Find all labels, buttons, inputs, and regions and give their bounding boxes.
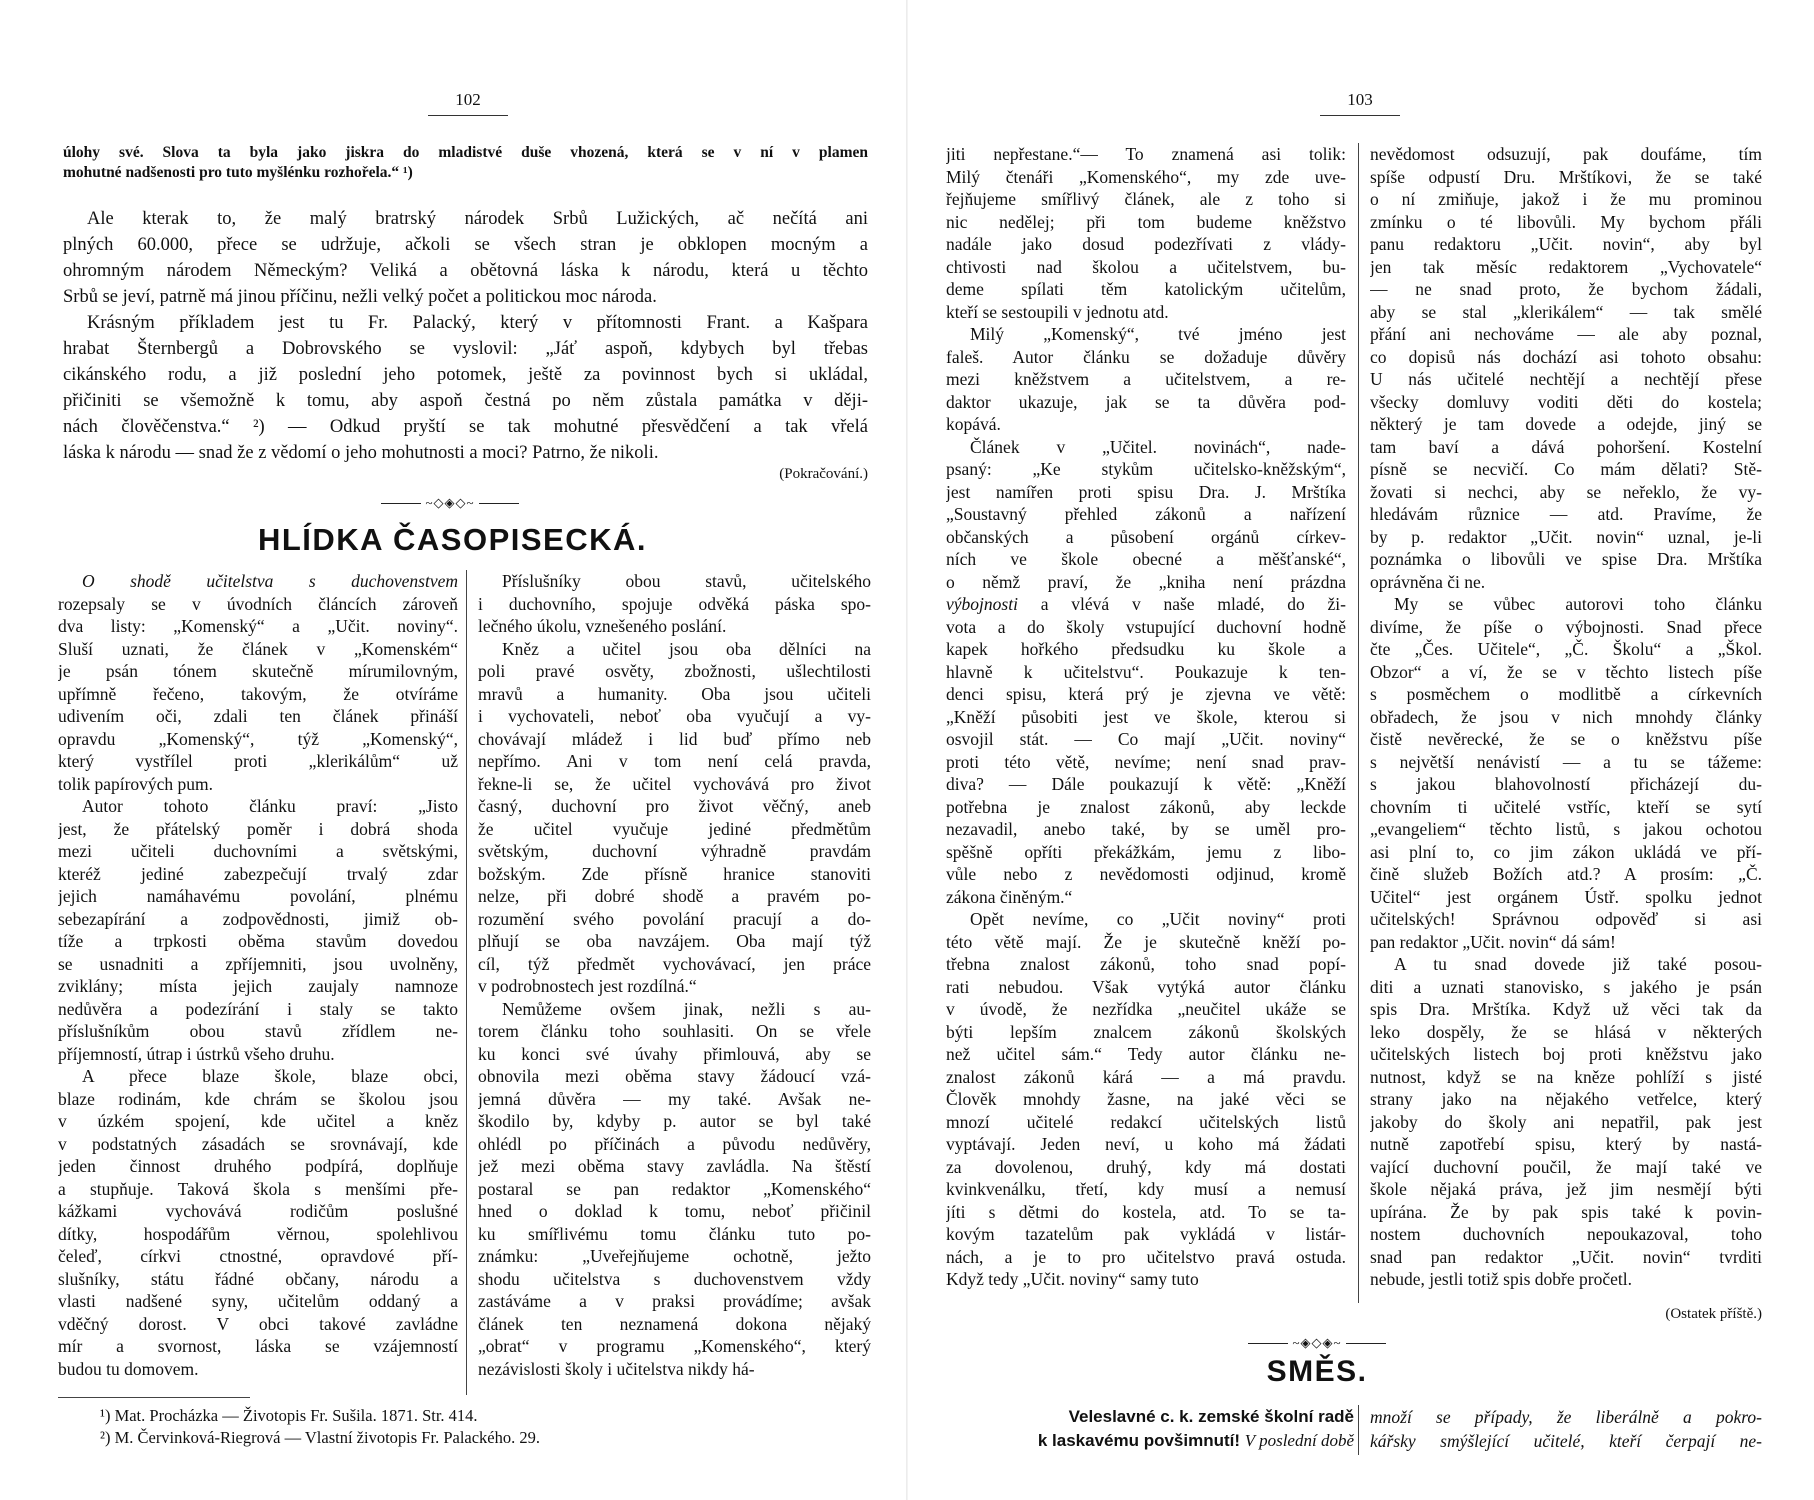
text-line: že učitel vyučuje jediné předmětům bbox=[478, 818, 871, 839]
section-heading: SMĚS. bbox=[1266, 1355, 1368, 1388]
text-line: nepřímo. Ani v tom není celá pravda, bbox=[478, 751, 871, 771]
text-line: písně se necvičí. Co mám dělati? Stě- bbox=[1370, 459, 1762, 479]
text-line: nezavadil, anebo také, by se uměl pro- bbox=[946, 819, 1346, 839]
text-line: Příslušníky obou stavů, učitelského bbox=[502, 571, 871, 591]
text-line: mohutné nadšenosti pro tuto myšlénku rozhořela.“ ¹) bbox=[63, 164, 413, 181]
text-line: rozumění svého povolání pracují a do- bbox=[478, 908, 871, 929]
text-line: jíti s dětmi do kostela, atd. To se ta- bbox=[946, 1201, 1346, 1222]
text-line: oprávněna či ne. bbox=[1370, 571, 1486, 592]
text-line: hrabat Šternbergů a Dobrovského se vyslovil: „Jáť aspoň, kdybych byl třebas bbox=[63, 339, 868, 359]
text-line: v úvodě, že nezřídka „neučitel ukáže se bbox=[946, 999, 1346, 1019]
text-line: chovávají mládež i lid buď přímo neb bbox=[478, 728, 871, 749]
text-line: nadále jako dosud podezřívati z vlády- bbox=[946, 234, 1346, 254]
text-line: co dopisů nás dochází asi tohoto obsahu: bbox=[1370, 346, 1762, 367]
text-line: světským, duchovní výhradně pravdám bbox=[478, 841, 871, 861]
mix-divider bbox=[1358, 1405, 1359, 1455]
mix-notice bbox=[939, 1405, 1354, 1453]
mix-notice-line-2-bold: k laskavému povšimnutí! bbox=[1037, 1431, 1241, 1450]
text-line: daktor ukazuje, jak se ta důvěra pod- bbox=[946, 391, 1346, 412]
text-line: blaze rodinám, kde chrám se školou jsou bbox=[58, 1088, 458, 1109]
text-line: v podrobnostech jest rozdílná.“ bbox=[478, 976, 697, 996]
text-line: úlohy své. Slova ta byla jako jiskra do mladistvé duše vhozená, která se v ní v plamen bbox=[63, 144, 868, 161]
continued-note: (Pokračování.) bbox=[779, 466, 868, 482]
text-line: mravů a humanity. Oba jsou učiteli bbox=[478, 683, 871, 704]
text-line: Srbů se jeví, patrně má jinou příčinu, nežli velký počet a politickou moc národa. bbox=[63, 287, 657, 307]
text-line: slušníky, státu řádné občany, národu a bbox=[58, 1268, 458, 1289]
text-line: obnovila mezi oběma stavy žádoucí vzá- bbox=[478, 1066, 871, 1086]
text-line: budou tu domovem. bbox=[58, 1358, 199, 1379]
text-line: psaný: „Ke stykům učitelsko-kněžským“, bbox=[946, 459, 1346, 479]
text-line: opravdu „Komenský“, týž „Komenský“, bbox=[58, 728, 458, 749]
text-line: Opět nevíme, co „Učit noviny“ proti bbox=[970, 909, 1346, 929]
text-line: čte „Čes. Učitele“, „Č. Školu“ a „Škol. bbox=[1370, 639, 1762, 659]
text-line: i vychovateli, neboť oba vyučují a vy- bbox=[478, 706, 871, 726]
text-line: zviklány; místa jejich zaujaly namnoze bbox=[58, 976, 458, 996]
text-line: chovním ti učitelé vstříc, kteří se sytí bbox=[1370, 796, 1762, 817]
text-line: jež mezi oběma stavy zavládla. Na štěstí bbox=[478, 1156, 871, 1176]
text-line: nelze, při dobré shodě a pravém po- bbox=[478, 886, 871, 906]
column-left bbox=[946, 143, 1346, 1291]
text-line: Krásným příkladem jest tu Fr. Palacký, který v přítomnosti Frant. a Kašpara bbox=[87, 313, 868, 333]
text-line: kteréž jediné zabezpečují trvalý zdar bbox=[58, 863, 458, 884]
text-line: rati nebudou. Však vytýká autor článku bbox=[946, 976, 1346, 997]
text-line: spis Dra. Mrštíka. Když už věci tak da bbox=[1370, 999, 1762, 1019]
text-line: je psán tónem skutečně mírumilovným, bbox=[58, 661, 458, 681]
text-line: býti lepším znalcem zákonů školských bbox=[946, 1021, 1346, 1042]
text-line: denci spisu, která prý je zjevna ve větě: bbox=[946, 684, 1346, 704]
text-line: spíše odpustí Dru. Mrštíkovi, že se také bbox=[1370, 166, 1762, 187]
text-line: diti a uznati stanovisko, s jakého je psán bbox=[1370, 976, 1762, 997]
text-line: božským. Zde přísně hranice stanoviti bbox=[478, 863, 871, 884]
text-line: učitelských listech boj proti kněžstvu jako bbox=[1370, 1044, 1762, 1064]
text-line: příslušníkům obou stavů zřídlem ne- bbox=[58, 1021, 458, 1041]
text-line: dítky, hospodářům věrnou, spolehlivou bbox=[58, 1223, 458, 1244]
continued-note: (Ostatek příště.) bbox=[1665, 1306, 1762, 1322]
text-line: i duchovního, spojuje odvěká páska spo- bbox=[478, 593, 871, 614]
text-line: cikánského rodu, a již poslední jeho potomek, ještě za povinnost bych si ukládal, bbox=[63, 365, 868, 385]
mix-notice-tail: V poslední době bbox=[1244, 1431, 1354, 1450]
text-line: „Soustavný přehled zákonů a nařízení bbox=[946, 504, 1346, 524]
text-line: s jakou blahovolností přicházejí du- bbox=[1370, 774, 1762, 794]
footnotes bbox=[100, 1405, 800, 1449]
text-line: jejich namáhavému povolání, plnému bbox=[58, 886, 458, 906]
text-line: s posměchem o modlitbě a církevních bbox=[1370, 684, 1762, 704]
column-divider bbox=[1358, 143, 1359, 1303]
text-line: Milý čtenáři „Komenského“, my zde uve- bbox=[946, 166, 1346, 187]
text-line: Autor tohoto článku praví: „Jisto bbox=[82, 796, 458, 816]
text-line: nutně zapotřebí spisu, který by nastá- bbox=[1370, 1134, 1762, 1154]
text-line: mezi učiteli duchovními a světskými, bbox=[58, 841, 458, 861]
text-line: ohlédl po příčinách a původu nedůvěry, bbox=[478, 1133, 871, 1154]
section-heading: HLÍDKA ČASOPISECKÁ. bbox=[257, 522, 648, 557]
text-line: nebude, jestli totiž spis dobře pročetl. bbox=[1370, 1269, 1632, 1289]
text-line: přání ani nechováme — ale aby poznal, bbox=[1370, 324, 1762, 344]
text-line: — ne snad proto, že bychom žádali, bbox=[1370, 279, 1762, 299]
text-line: diva? — Dále poukazují k větě: „Kněží bbox=[946, 774, 1346, 794]
text-line: kteří se sestoupili v jednotu atd. bbox=[946, 301, 1169, 322]
text-line: kvinkvenálku, třetí, kdy musí a nemusí bbox=[946, 1179, 1346, 1199]
text-line: panu redaktoru „Učit. novin“, aby byl bbox=[1370, 234, 1762, 254]
text-line: hledávám různice — atd. Pravíme, že bbox=[1370, 504, 1762, 524]
footnote-rule bbox=[58, 1397, 250, 1398]
text-line: poznámka o libovůli ve spise Dra. Mrštíka bbox=[1370, 549, 1762, 569]
text-line: divíme, že píše o výbojnosti. Snad přece bbox=[1370, 616, 1762, 637]
text-line: vota a do školy vstupující duchovní hodně bbox=[946, 616, 1346, 637]
text-line: Učitel“ jest orgánem Ústř. spolku jednot bbox=[1370, 886, 1762, 907]
text-line: jeden činnost druhého podpírá, doplňuje bbox=[58, 1156, 458, 1176]
column-divider bbox=[466, 570, 467, 1395]
text-line: článek ten neznamená dokona nějaký bbox=[478, 1313, 871, 1334]
text-line: aby se stal „klerikálem“ — tak smělé bbox=[1370, 301, 1762, 322]
text-line: vlasti nadšené syny, učitelům oddaný a bbox=[58, 1291, 458, 1311]
text-line: tam baví a dává pohoršení. Kostelní bbox=[1370, 436, 1762, 457]
text-line: pan redaktor „Učit. novin“ dá sám! bbox=[1370, 931, 1616, 952]
text-line: učitelských! Správnou odpověď si asi bbox=[1370, 909, 1762, 929]
text-line: občanských a působení orgánů církev- bbox=[946, 526, 1346, 547]
text-line: ku smířlivému tomu článku tuto po- bbox=[478, 1223, 871, 1244]
text-line: s největší nenávistí — a tu se tážeme: bbox=[1370, 751, 1762, 772]
text-line: řekne-li se, že učitel vychovává pro život bbox=[478, 773, 871, 794]
text-line: Milý „Komenský“, tvé jméno jest bbox=[970, 324, 1346, 344]
text-line: ohromným národem Německým? Veliká a obětovná láska k národu, která u těchto bbox=[63, 261, 868, 281]
text-line: kapek hořkého předsudku ku škole a bbox=[946, 639, 1346, 659]
text-line: výbojnosti a vlévá v naše mladé, do ži- bbox=[946, 594, 1346, 614]
text-line: než učitel sám.“ Tedy autor článku ne- bbox=[946, 1044, 1346, 1064]
text-line: asi plní to, co jim zákon ukládá ve pří- bbox=[1370, 841, 1762, 862]
text-line: jemná důvěra — my také. Avšak ne- bbox=[478, 1088, 871, 1109]
text-line: řejňujeme smířlivý článek, ale z toho si bbox=[946, 189, 1346, 209]
text-line: ních ve škole obecné a měšťanské“, bbox=[946, 549, 1346, 569]
text-line: O shodě učitelstva s duchovenstvem bbox=[82, 571, 458, 591]
page-number: 103 bbox=[1347, 90, 1373, 109]
text-line: Článek v „Učitel. novinách“, nade- bbox=[970, 436, 1346, 457]
text-line: známku: „Uveřejňujeme ochotně, ježto bbox=[478, 1246, 871, 1266]
text-line: jakoby do školy ani nepatřil, pak jest bbox=[1370, 1111, 1762, 1132]
text-line: zmínku o té libovůli. My bychom přáli bbox=[1370, 211, 1762, 232]
text-line: spěšně opříti překážkám, jemu z libo- bbox=[946, 841, 1346, 862]
text-line: Ale kterak to, že malý bratrský národek Srbů Lužických, ač nečítá ani bbox=[87, 209, 868, 229]
text-line: kážkami vychovává rodičům poslušné bbox=[58, 1201, 458, 1221]
text-line: torem článku toho souhlasiti. On se vřele bbox=[478, 1021, 871, 1041]
text-line: Člověk mnohdy žasne, na jaké věci se bbox=[946, 1089, 1346, 1109]
text-line: U nás učitelé nechtějí a nechtějí přese bbox=[1370, 369, 1762, 389]
text-line: za dovolenou, druhý, kdy má dostati bbox=[946, 1156, 1346, 1177]
text-line: deme spílati těm katolickým učitelům, bbox=[946, 279, 1346, 299]
text-line: vděčný dorost. V obci takové zavládne bbox=[58, 1313, 458, 1334]
text-line: nezávislosti školy i učitelstva nikdy há- bbox=[478, 1358, 755, 1379]
mix-text-right bbox=[1370, 1405, 1762, 1453]
text-line: My se vůbec autorovi toho článku bbox=[1394, 594, 1762, 614]
text-line: chtivosti nad školou a učitelstvem, bu- bbox=[946, 256, 1346, 277]
text-line: kovým tazatelům pak vykládá v listár- bbox=[946, 1224, 1346, 1244]
text-line: shodu učitelstva s duchovenstvem vždy bbox=[478, 1268, 871, 1289]
text-line: čině služeb Božích atd.? A prosím: „Č. bbox=[1370, 864, 1762, 884]
text-line: nách člověčenstva.“ ²) — Odkud pryští se tak mohutné přesvědčení a tak vřelá bbox=[63, 417, 868, 437]
text-line: sebezapírání a zodpovědnosti, jimiž ob- bbox=[58, 908, 458, 929]
text-line: čistě nevěrecké, že se o kněžstvu píše bbox=[1370, 729, 1762, 749]
text-line: faleš. Autor článku se dožaduje důvěry bbox=[946, 346, 1346, 367]
text-line: A tu snad dovede již také posou- bbox=[1394, 954, 1762, 974]
column-right bbox=[1370, 143, 1762, 1291]
text-line: který vystřílel proti „klerikálům“ už bbox=[58, 751, 458, 771]
text-line: strany jako na nějakého vetřelce, který bbox=[1370, 1089, 1762, 1109]
text-line: nic nedělej; při tom budeme kněžstvo bbox=[946, 211, 1346, 232]
text-line: rozepsaly se v úvodních článcích zároveň bbox=[58, 593, 458, 614]
page-number-rule bbox=[428, 115, 508, 116]
text-line: leko dospěly, že se hlásá v některých bbox=[1370, 1021, 1762, 1042]
text-line: zákona činěným.“ bbox=[946, 886, 1073, 907]
main-paragraph bbox=[63, 200, 868, 466]
text-line: postaral se pan redaktor „Komenského“ bbox=[478, 1178, 871, 1199]
text-line: nostem duchovních nepoukazoval, toho bbox=[1370, 1224, 1762, 1244]
intro-text bbox=[63, 143, 868, 183]
text-line: v úzkém spojení, kde učitel a kněz bbox=[58, 1111, 458, 1131]
page-number: 102 bbox=[455, 90, 481, 109]
text-line: upírána. Že by pak spis také k povin- bbox=[1370, 1201, 1762, 1222]
text-line: množí se případy, že liberálně a pokro- bbox=[1370, 1407, 1762, 1427]
text-line: potřebna je znalost zákonů, aby leckde bbox=[946, 796, 1346, 817]
text-line: láska k národu — snad že z vědomí o jeho mohutnosti a moci? Patrno, že nikoli. bbox=[63, 443, 659, 463]
text-line: vyptávají. Jeden neví, u koho má žádati bbox=[946, 1134, 1346, 1154]
text-line: všecky domluvy voditi děti do kostela; bbox=[1370, 391, 1762, 412]
text-line: žovati si nechci, aby se neřeklo, že vy- bbox=[1370, 481, 1762, 502]
text-line: jest namířen proti spisu Dra. J. Mrštíka bbox=[946, 481, 1346, 502]
text-line: Obzor“ a ví, že se v těchto listech píše bbox=[1370, 661, 1762, 682]
text-line: mír a svornost, láska se vzájemností bbox=[58, 1336, 458, 1356]
text-line: čeleď, církvi ctnostné, opravdové pří- bbox=[58, 1246, 458, 1266]
text-line: by p. redaktor „Učit. novin“ uznal, je-li bbox=[1370, 526, 1762, 547]
text-line: jiti nepřestane.“— To znamená asi tolik: bbox=[946, 144, 1346, 164]
text-line: nutnost, když se na kněze pohlíží s jisté bbox=[1370, 1066, 1762, 1087]
text-line: tolik papírových pum. bbox=[58, 773, 214, 794]
column-right bbox=[478, 570, 871, 1380]
text-line: plných 60.000, přece se udržuje, ačkoli se všech stran je obklopen mocným a bbox=[63, 235, 868, 255]
text-line: o ní zmiňuje, jakož i že mu prominou bbox=[1370, 189, 1762, 209]
text-line: třebna znalost zákonů, toho snad popí- bbox=[946, 954, 1346, 974]
text-line: plňují se oba navzájem. Oba mají týž bbox=[478, 931, 871, 951]
text-line: se usnadniti a zpříjemniti, jsou uvolněny, bbox=[58, 953, 458, 974]
text-line: některý je tam dovede a odejde, jiný se bbox=[1370, 414, 1762, 434]
text-line: o němž praví, že „kniha není prázdna bbox=[946, 571, 1346, 592]
mix-notice-line-1: Veleslavné c. k. zemské školní radě bbox=[1068, 1407, 1354, 1426]
text-line: obřadech, že jsou v nich mnohdy články bbox=[1370, 706, 1762, 727]
text-line: vající duchovní poučil, že mají také ve bbox=[1370, 1156, 1762, 1177]
text-line: tíže a trpkosti oběma stavům dovedou bbox=[58, 931, 458, 951]
text-line: nách, a je to pro učitelstvo pravá ostuda. bbox=[946, 1246, 1346, 1267]
text-line: mezi kněžstvem a učitelstvem, a re- bbox=[946, 369, 1346, 389]
text-line: vůle nebo z nevědomosti odjinud, kromě bbox=[946, 864, 1346, 884]
right-page bbox=[907, 0, 1814, 1500]
text-line: škole nějaká práva, jež jim nesmějí býti bbox=[1370, 1179, 1762, 1199]
text-line: proti této větě, nevíme; není snad prav- bbox=[946, 751, 1346, 772]
text-line: jen tak měsíc redaktorem „Vychovatele“ bbox=[1370, 256, 1762, 277]
text-line: této větě mají. Že je skutečně kněží po- bbox=[946, 931, 1346, 952]
text-line: Když tedy „Učit. noviny“ samy tuto bbox=[946, 1269, 1199, 1289]
text-line: zastáváme a v praksi provádíme; avšak bbox=[478, 1291, 871, 1311]
text-line: jest, že přátelský poměr i dobrá shoda bbox=[58, 818, 458, 839]
text-line: Sluší uznati, že článek v „Komenském“ bbox=[58, 638, 458, 659]
text-line: ku konci své úvahy přimlouvá, aby se bbox=[478, 1043, 871, 1064]
page-number-rule bbox=[1320, 115, 1400, 116]
section-ornament: ~◈◇◈~ bbox=[1207, 1334, 1427, 1352]
mix-notice-line-2 bbox=[939, 1429, 1354, 1453]
section-ornament: ~◇◈◇~ bbox=[350, 494, 550, 512]
text-line: v podstatných zásadách se srovnávají, kde bbox=[58, 1133, 458, 1154]
text-line: časný, duchovní pro život věčný, aneb bbox=[478, 796, 871, 816]
text-line: A přece blaze škole, blaze obci, bbox=[82, 1066, 458, 1086]
text-line: hned o doklad k tomu, neboť přičinil bbox=[478, 1201, 871, 1221]
text-line: nedůvěra a podezírání i staly se takto bbox=[58, 998, 458, 1019]
text-line: ¹) Mat. Procházka — Životopis Fr. Sušila. 1871. Str. 414. bbox=[100, 1406, 478, 1425]
text-line: mnozí učitelé redakcí učitelských listů bbox=[946, 1111, 1346, 1132]
text-line: Nemůžeme ovšem jinak, nežli s au- bbox=[502, 998, 871, 1019]
text-line: a stupňuje. Taková škola s menšími pře- bbox=[58, 1178, 458, 1199]
text-line: škodilo by, kdyby p. autor se byl také bbox=[478, 1111, 871, 1131]
text-line: Kněz a učitel jsou oba dělníci na bbox=[502, 638, 871, 659]
text-line: lečného úkolu, vznešeného poslání. bbox=[478, 616, 727, 636]
text-line: dva listy: „Komenský“ a „Učit. noviny“. bbox=[58, 616, 458, 636]
text-line: přičiniti se všemožně k tomu, aby aspoň čestná po něm zůstala památka v ději- bbox=[63, 391, 868, 411]
text-line: osvojil stát. — Co mají „Učit. noviny“ bbox=[946, 729, 1346, 749]
text-line: snad pan redaktor „Učit. novin“ tvrditi bbox=[1370, 1246, 1762, 1267]
text-line: „obrat“ v programu „Komenského“, který bbox=[478, 1336, 871, 1356]
text-line: příjemností, útrap i ústrků všeho druhu. bbox=[58, 1043, 335, 1064]
text-line: „evangeliem“ těchto listů, s jakou ochotou bbox=[1370, 819, 1762, 839]
text-line: udivením oči, zdali ten článek přináší bbox=[58, 706, 458, 726]
text-line: hlavně k učitelstvu“. Poukazuje k ten- bbox=[946, 661, 1346, 682]
column-left bbox=[58, 570, 458, 1380]
text-line: kopává. bbox=[946, 414, 1001, 434]
text-line: nevědomost odsuzují, pak doufáme, tím bbox=[1370, 144, 1762, 164]
text-line: upřímně řečeno, takovým, že otvíráme bbox=[58, 683, 458, 704]
text-line: kářsky smýšlející učitelé, kteří čerpají ne- bbox=[1370, 1431, 1762, 1451]
text-line: cíl, týž předmět vychovávací, jen práce bbox=[478, 953, 871, 974]
text-line: znalost zákonů kárá — a má pravdu. bbox=[946, 1066, 1346, 1087]
text-line: „Kněží působiti jest ve škole, kterou si bbox=[946, 706, 1346, 727]
text-line: ²) M. Červinková-Riegrová — Vlastní životopis Fr. Palackého. 29. bbox=[100, 1428, 540, 1447]
text-line: poli pravé osvěty, zbožnosti, ušlechtilosti bbox=[478, 661, 871, 681]
